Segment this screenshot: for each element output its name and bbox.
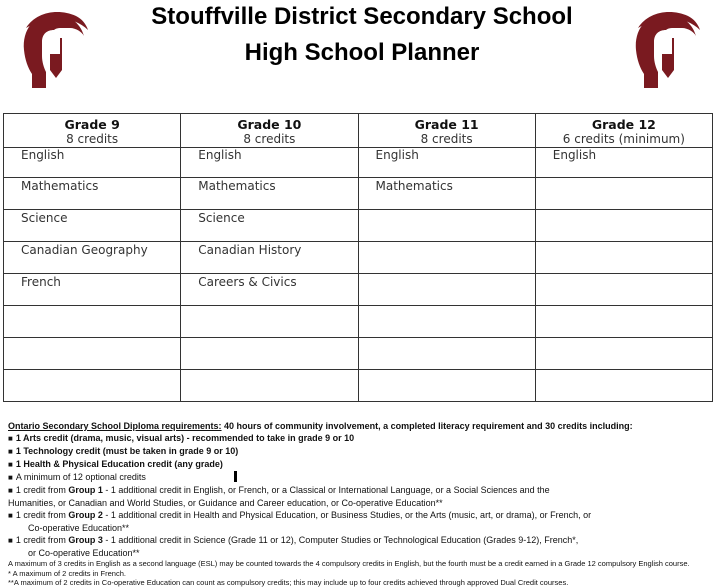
course-row xyxy=(4,178,713,210)
course-cell[interactable] xyxy=(4,370,181,402)
course-cell[interactable] xyxy=(4,338,181,370)
group2-label: Group 2 xyxy=(68,510,103,520)
course-cell[interactable] xyxy=(535,338,712,370)
course-cell[interactable] xyxy=(358,210,535,242)
course-cell[interactable] xyxy=(535,370,712,402)
course-row xyxy=(4,338,713,370)
requirements-heading: Ontario Secondary School Diploma requirements: xyxy=(8,421,222,431)
health-requirement xyxy=(8,458,718,471)
group1-requirement xyxy=(8,484,718,497)
course-cell[interactable]: Mathematics xyxy=(4,178,181,210)
grade-header-row xyxy=(4,114,713,148)
group3-label: Group 3 xyxy=(68,535,103,545)
course-cell[interactable]: French xyxy=(4,274,181,306)
course-cell[interactable] xyxy=(535,242,712,274)
course-cell[interactable] xyxy=(181,306,358,338)
grade-11-header xyxy=(358,114,535,148)
page-title: Stouffville District Secondary School xyxy=(151,3,573,30)
course-cell[interactable]: Mathematics xyxy=(181,178,358,210)
french-note: * A maximum of 2 credits in French. xyxy=(8,568,126,578)
course-row xyxy=(4,148,713,178)
bullet-icon: ■ xyxy=(8,473,13,482)
course-cell[interactable]: Mathematics xyxy=(358,178,535,210)
course-cell[interactable] xyxy=(4,306,181,338)
course-cell[interactable] xyxy=(358,338,535,370)
course-cell[interactable]: English xyxy=(358,148,535,178)
course-cell[interactable] xyxy=(535,306,712,338)
text-cursor-icon xyxy=(234,471,237,482)
diploma-requirements xyxy=(8,420,718,587)
bullet-icon: ■ xyxy=(8,447,13,456)
group1-continued: Humanities, or Canadian and World Studies, or Guidance and Career education, or Co-operative Education** xyxy=(8,498,443,508)
course-cell[interactable] xyxy=(535,274,712,306)
requirements-intro-text: 40 hours of community involvement, a completed literacy requirement and 30 credits including: xyxy=(221,421,633,431)
group3-continued: or Co-operative Education** xyxy=(28,548,140,558)
header xyxy=(0,0,724,110)
course-cell[interactable] xyxy=(358,242,535,274)
group2-continued: Co-operative Education** xyxy=(28,523,130,533)
group2-requirement xyxy=(8,509,718,522)
course-cell[interactable]: Careers & Civics xyxy=(181,274,358,306)
course-cell[interactable]: Science xyxy=(4,210,181,242)
course-cell[interactable] xyxy=(535,210,712,242)
grade-name: Grade 10 xyxy=(237,117,302,132)
group3-requirement xyxy=(8,534,718,547)
grade-9-header xyxy=(4,114,181,148)
group1-label: Group 1 xyxy=(68,485,103,495)
grade-credits: 8 credits xyxy=(243,132,296,146)
grade-credits: 8 credits xyxy=(66,132,119,146)
requirements-intro xyxy=(8,420,718,432)
grade-10-header xyxy=(181,114,358,148)
grade-credits: 8 credits xyxy=(420,132,473,146)
health-requirement-text: 1 Health & Physical Education credit (any grade) xyxy=(15,459,223,469)
grade-name: Grade 12 xyxy=(591,117,656,132)
bullet-icon: ■ xyxy=(8,486,13,495)
group2-prefix: 1 credit from xyxy=(15,510,69,520)
course-cell[interactable]: Science xyxy=(181,210,358,242)
course-row xyxy=(4,274,713,306)
optional-requirement-text: A minimum of 12 optional credits xyxy=(15,472,146,482)
bullet-icon: ■ xyxy=(8,434,13,443)
grade-12-header xyxy=(535,114,712,148)
grade-name: Grade 11 xyxy=(414,117,479,132)
coop-note: **A maximum of 2 credits in Co-operative Education can count as compulsory credits; this may include up to four credits achieved through approved Dual Credit courses. xyxy=(8,578,569,587)
course-row xyxy=(4,370,713,402)
grade-name: Grade 9 xyxy=(64,117,120,132)
course-cell[interactable] xyxy=(181,370,358,402)
grade-credits: 6 credits (minimum) xyxy=(562,132,685,146)
course-cell[interactable]: English xyxy=(535,148,712,178)
course-row xyxy=(4,210,713,242)
esl-note: A maximum of 3 credits in English as a second language (ESL) may be counted towards the 4 compulsory credits in English, but the fourth must be a credit earned in a Grade 12 compulsory English course. xyxy=(8,559,690,568)
course-cell[interactable] xyxy=(358,306,535,338)
planner-table xyxy=(3,113,713,402)
group3-prefix: 1 credit from xyxy=(15,535,69,545)
course-cell[interactable] xyxy=(358,274,535,306)
course-cell[interactable] xyxy=(181,338,358,370)
course-cell[interactable] xyxy=(535,178,712,210)
course-cell[interactable]: Canadian History xyxy=(181,242,358,274)
bullet-icon: ■ xyxy=(8,460,13,469)
course-cell[interactable] xyxy=(358,370,535,402)
arts-requirement xyxy=(8,432,718,445)
course-row xyxy=(4,306,713,338)
group1-prefix: 1 credit from xyxy=(15,485,69,495)
optional-requirement xyxy=(8,471,718,484)
bullet-icon: ■ xyxy=(8,511,13,520)
arts-requirement-text: 1 Arts credit (drama, music, visual arts) - recommended to take in grade 9 or 10 xyxy=(15,433,355,443)
tech-requirement xyxy=(8,445,718,458)
course-row xyxy=(4,242,713,274)
bullet-icon: ■ xyxy=(8,536,13,545)
group2-text: - 1 additional credit in Health and Physical Education, or Business Studies, or the Arts (music, art, or drama), or French, or xyxy=(102,510,592,520)
group3-text: - 1 additional credit in Science (Grade 11 or 12), Computer Studies or Technological Education (Grades 9-12), French*, xyxy=(102,535,579,545)
course-cell[interactable]: English xyxy=(181,148,358,178)
course-cell[interactable]: English xyxy=(4,148,181,178)
spartan-helmet-logo-right xyxy=(628,8,704,92)
page-subtitle: High School Planner xyxy=(244,39,480,66)
group1-text: - 1 additional credit in English, or French, or a Classical or International Language, or a Social Sciences and the xyxy=(102,485,550,495)
tech-requirement-text: 1 Technology credit (must be taken in grade 9 or 10) xyxy=(15,446,239,456)
course-cell[interactable]: Canadian Geography xyxy=(4,242,181,274)
